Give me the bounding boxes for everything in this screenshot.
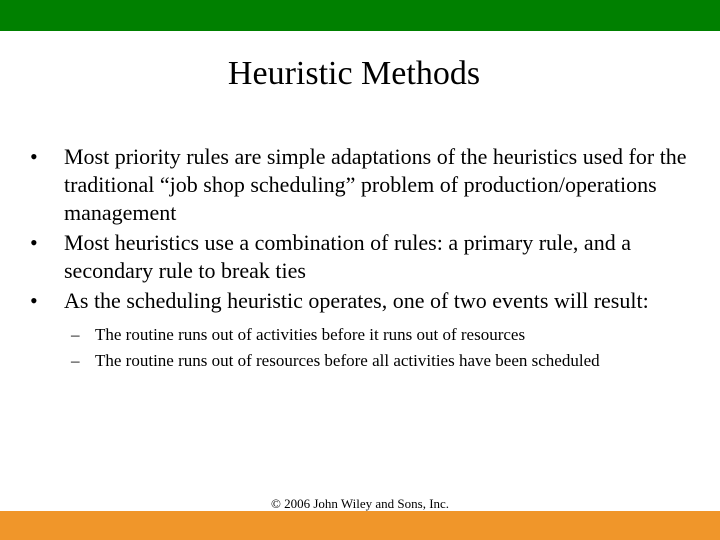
sub-bullet-marker: – [71, 325, 80, 344]
sub-bullet-item [30, 322, 700, 348]
sub-bullet-text: The routine runs out of activities before it runs out of resources [95, 325, 526, 344]
top-accent-bar [0, 0, 720, 31]
bullet-marker: • [30, 230, 38, 255]
bullet-item [30, 287, 700, 315]
sub-bullet-list [30, 322, 700, 374]
sub-bullet-text: The routine runs out of resources before all activities have been scheduled [95, 351, 600, 370]
bullet-text: As the scheduling heuristic operates, one of two events will result: [64, 288, 649, 313]
bullet-text: Most heuristics use a combination of rules: a primary rule, and a secondary rule to break ties [64, 230, 631, 283]
sub-bullet-marker: – [71, 351, 80, 370]
bullet-item [30, 143, 700, 227]
bullet-text: Most priority rules are simple adaptations of the heuristics used for the traditional “job shop scheduling” problem of production/operations management [64, 144, 687, 225]
sub-bullet-item [30, 348, 700, 374]
bullet-item [30, 229, 700, 285]
bullet-marker: • [30, 288, 38, 313]
copyright-footer: © 2006 John Wiley and Sons, Inc. [270, 496, 450, 511]
bullet-marker: • [30, 144, 38, 169]
slide-title: Heuristic Methods [227, 55, 481, 92]
bottom-accent-bar [0, 511, 720, 540]
slide-body [30, 143, 700, 374]
